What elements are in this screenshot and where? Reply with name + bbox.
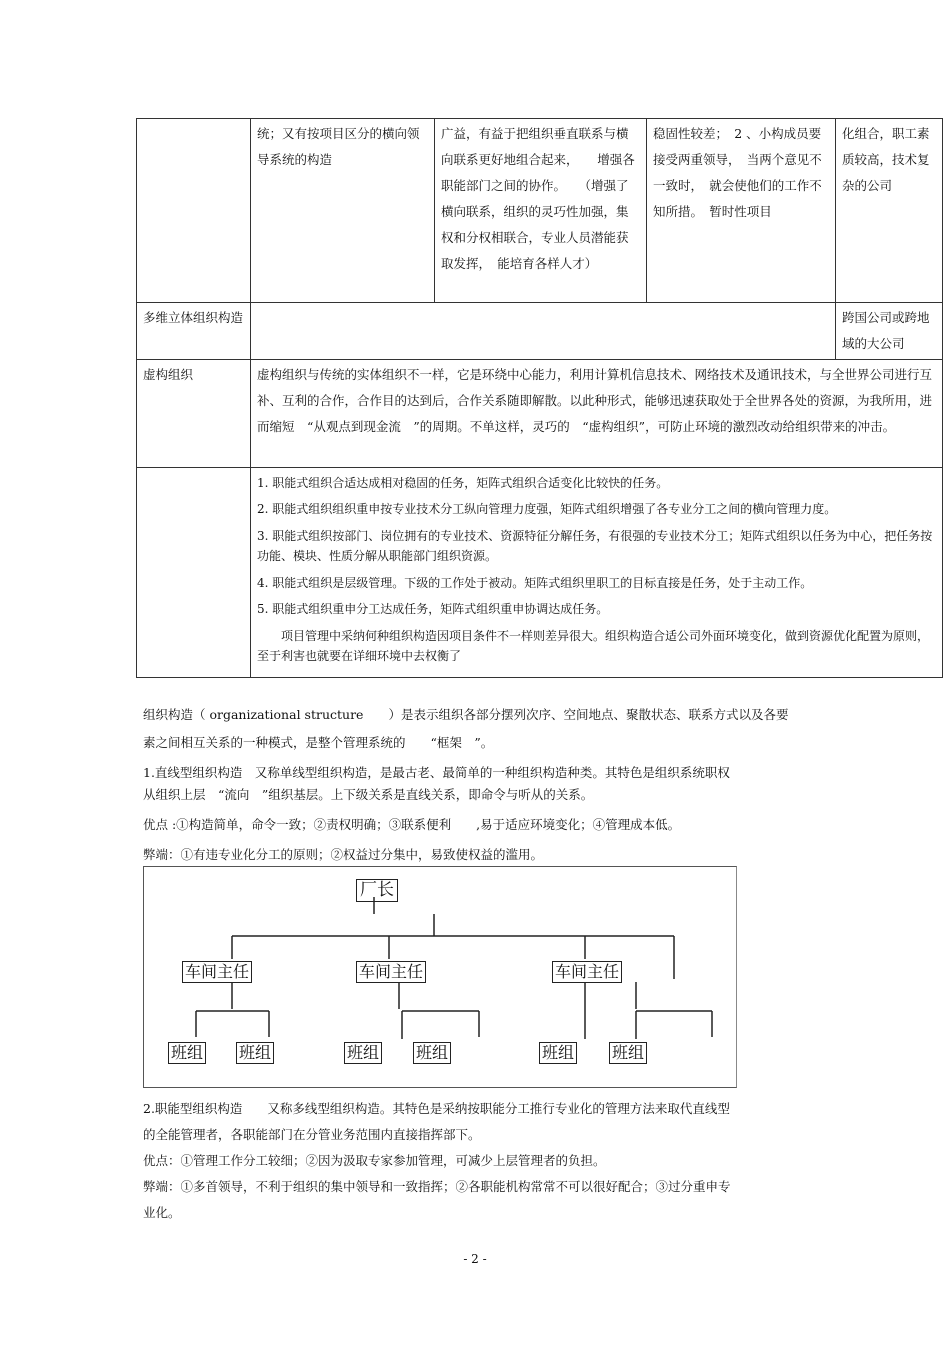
table-cell: 化组合，职工素质较高，技术复杂的公司 xyxy=(836,119,943,303)
section2-paragraph xyxy=(143,1096,793,1226)
text-line: 从组织上层 “流向 ”组织基层。上下级关系是直线关系，即命令与听从的关系。 xyxy=(143,787,594,802)
org-node-top: 厂长 xyxy=(356,879,398,902)
table-cell xyxy=(251,303,836,360)
table-cell: 统；又有按项目区分的横向领导系统的构造 xyxy=(251,119,435,303)
text-line: 1.直线型组织构造 又称单线型组织构造，是最古老、最简单的一种组织构造种类。其特色是组织系统职权 xyxy=(143,765,730,780)
list-item: 4. 职能式组织是层级管理。下级的工作处于被动。矩阵式组织里职工的目标直接是任务，处于主动工作。 xyxy=(257,576,813,590)
comparison-table xyxy=(136,118,943,678)
org-node-middle: 车间主任 xyxy=(552,961,622,983)
pros-text: 优点：①管理工作分工较细；②因为汲取专家参加管理，可减少上层管理者的负担。 xyxy=(143,1153,606,1168)
text-line: 组织构造（ organizational structure ）是表示组织各部分摆列次序、空间地点、聚散状态、联系方式以及各要 xyxy=(143,707,789,722)
section1-paragraph xyxy=(143,762,793,868)
table-cell: 稳固性较差； 2 、小构成员要接受两重领导， 当两个意见不一致时， 就会使他们的工作不知所措。 暂时性项目 xyxy=(647,119,836,303)
table-row xyxy=(137,303,943,360)
table-cell xyxy=(137,468,251,678)
org-node-bottom: 班组 xyxy=(413,1042,451,1064)
intro-paragraph xyxy=(143,702,793,756)
list-item: 3. 职能式组织按部门、岗位拥有的专业技术、资源特征分解任务，有很强的专业技术分工；矩阵式组织以任务为中心，把任务按功能、模块、性质分解从职能部门组织资源。 xyxy=(257,529,933,563)
cons-text: 业化。 xyxy=(143,1205,181,1220)
table-row xyxy=(137,119,943,303)
list-item: 2. 职能式组织组织重申按专业技术分工纵向管理力度强，矩阵式组织增强了各专业分工之间的横向管理力度。 xyxy=(257,502,837,516)
org-node-bottom: 班组 xyxy=(168,1042,206,1064)
org-node-middle: 车间主任 xyxy=(356,961,426,983)
text-line: 的全能管理者，各职能部门在分管业务范围内直接指挥部下。 xyxy=(143,1127,481,1142)
text-line: 2.职能型组织构造 又称多线型组织构造。其特色是采纳按职能分工推行专业化的管理方法来取代直线型 xyxy=(143,1101,730,1116)
org-node-bottom: 班组 xyxy=(344,1042,382,1064)
table-cell: 虚构组织 xyxy=(137,360,251,468)
table-cell: 多维立体组织构造 xyxy=(137,303,251,360)
summary-text: 项目管理中采纳何种组织构造因项目条件不一样则差异很大。组织构造合适公司外面环境变化，做到资源优化配置为原则，至于利害也就要在详细环境中去权衡了 xyxy=(257,629,930,663)
table-cell xyxy=(137,119,251,303)
org-node-bottom: 班组 xyxy=(539,1042,577,1064)
cons-text: 弊端：①多首领导，不利于组织的集中领导和一致指挥；②各职能机构常常不可以很好配合；③过分重申专 xyxy=(143,1179,731,1194)
pros-text: 优点 :①构造简单，命令一致；②责权明确；③联系便利 ,易于适应环境变化；④管理成本低。 xyxy=(143,817,681,832)
table-cell: 跨国公司或跨地域的大公司 xyxy=(836,303,943,360)
page-number: - 2 - xyxy=(463,1252,487,1266)
table-row xyxy=(137,468,943,678)
table-cell: 广益，有益于把组织垂直联系与横向联系更好地组合起来， 增强各职能部门之间的协作。 （增强了横向联系，组织的灵巧性加强，集权和分权相联合，专业人员潜能获取发挥， 能培育各样人才） xyxy=(435,119,647,303)
list-item: 1. 职能式组织合适达成相对稳固的任务，矩阵式组织合适变化比较快的任务。 xyxy=(257,476,669,490)
table-row xyxy=(137,360,943,468)
cons-text: 弊端：①有违专业化分工的原则；②权益过分集中，易致使权益的滥用。 xyxy=(143,847,544,862)
org-node-bottom: 班组 xyxy=(236,1042,274,1064)
text-line: 素之间相互关系的一种模式，是整个管理系统的 “框架 ”。 xyxy=(143,735,494,750)
org-chart-lines xyxy=(196,897,712,1039)
table-cell xyxy=(251,468,943,678)
list-item: 5. 职能式组织重申分工达成任务，矩阵式组织重申协调达成任务。 xyxy=(257,602,609,616)
table-cell: 虚构组织与传统的实体组织不一样，它是环绕中心能力，利用计算机信息技术、网络技术及通讯技术，与全世界公司进行互补、互利的合作，合作目的达到后，合作关系随即解散。以此种形式，能够迅速获取处于全世界各处的资源，为我所用，进而缩短 “从观点到现金流 ”的周期。不单这样，灵巧的 “虚构组织”，可防止环境的激烈改动给组织带来的冲击。 xyxy=(251,360,943,468)
org-chart xyxy=(143,866,737,1088)
org-node-middle: 车间主任 xyxy=(182,961,252,983)
org-node-bottom: 班组 xyxy=(609,1042,647,1064)
